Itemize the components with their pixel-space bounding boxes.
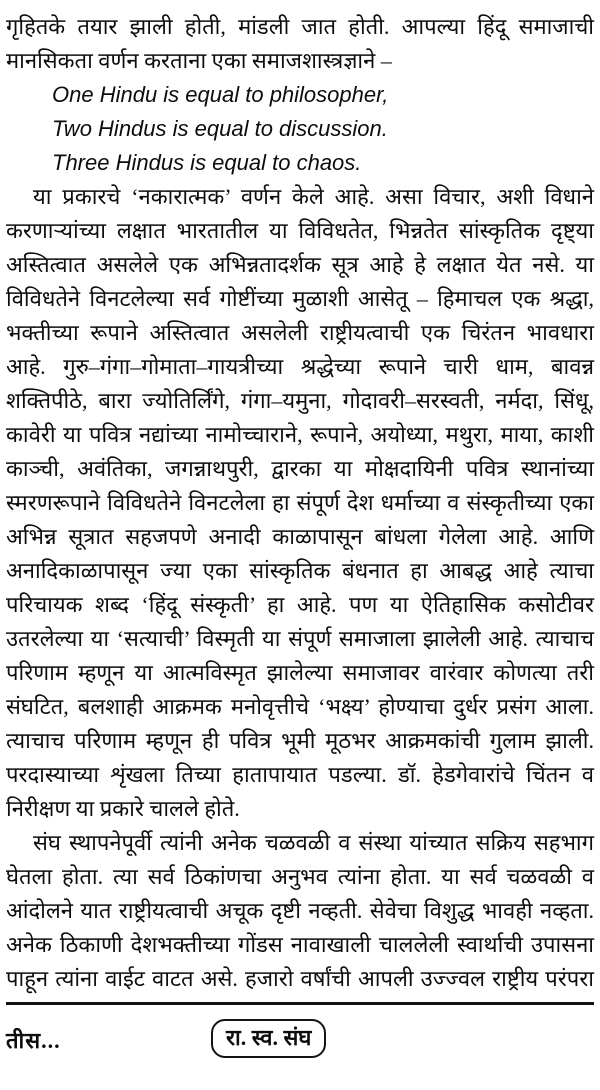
text-line: करणाऱ्यांच्या लक्षात भारतातील या विविधतेत, भिन्नतेत सांस्कृतिक दृष्ट्या — [6, 218, 594, 243]
text-line: अनादिकाळापासून ज्या एका सांस्कृतिक बंधनात हा आबद्ध आहे त्याचा — [6, 558, 594, 583]
text-line: काञ्ची, अवंतिका, जगन्नाथपुरी, द्वारका या मोक्षदायिनी पवित्र स्थानांच्या — [6, 456, 594, 481]
text-line: उतरलेल्या या ‘सत्याची’ विस्मृती या संपूर्ण समाजाला झालेली आहे. त्याचाच — [6, 626, 594, 651]
page-footer — [6, 1019, 594, 1059]
text-line: विविधतेने विनटलेल्या सर्व गोष्टींच्या मुळाशी आसेतू – हिमाचल एक श्रद्धा, — [6, 286, 594, 311]
footer-divider — [6, 1002, 594, 1005]
text-line: निरीक्षण या प्रकारे चालले होते. — [6, 796, 240, 821]
text-line: Three Hindus is equal to chaos. — [52, 150, 362, 175]
book-title-stamp: रा. स्व. संघ — [211, 1019, 326, 1058]
body-text — [6, 10, 594, 996]
text-line: परदास्याच्या शृंखला तिच्या हातापायात पडल्या. डॉ. हेडगेवारांचे चिंतन व — [6, 762, 594, 787]
text-line: संघ स्थापनेपूर्वी त्यांनी अनेक चळवळी व संस्था यांच्यात सक्रिय सहभाग — [33, 830, 594, 855]
text-line: मानसिकता वर्णन करताना एका समाजशास्त्रज्ञाने – — [6, 48, 392, 73]
text-line: संघटित, बलशाही आक्रमक मनोवृत्तीचे ‘भक्ष्य’ होण्याचा दुर्धर प्रसंग आला. — [6, 694, 594, 719]
text-line: Two Hindus is equal to discussion. — [52, 116, 388, 141]
text-line: परिचायक शब्द ‘हिंदू संस्कृती’ हा आहे. पण या ऐतिहासिक कसोटीवर — [6, 592, 594, 617]
page-number: तीस... — [6, 1028, 61, 1053]
text-line: अभिन्न सूत्रात सहजपणे अनादी काळापासून बांधला गेलेला आहे. आणि — [6, 524, 594, 549]
text-line: शक्तिपीठे, बारा ज्योतिर्लिंगे, गंगा–यमुना, गोदावरी–सरस्वती, नर्मदा, सिंधू, — [6, 388, 594, 413]
text-line: या प्रकारचे ‘नकारात्मक’ वर्णन केले आहे. असा विचार, अशी विधाने — [33, 184, 594, 209]
text-line: अनेक ठिकाणी देशभक्तीच्या गोंडस नावाखाली चाललेली स्वार्थाची उपासना — [6, 932, 594, 957]
text-line: घेतला होता. त्या सर्व ठिकांणचा अनुभव त्यांना होता. या सर्व चळवळी व — [6, 864, 594, 889]
text-line: परिणाम म्हणून या आत्मविस्मृत झालेल्या समाजावर वारंवार कोणत्या तरी — [6, 660, 594, 685]
text-line: One Hindu is equal to philosopher, — [52, 82, 389, 107]
text-line: स्मरणरूपाने विविधतेने विनटलेला हा संपूर्ण देश धर्माच्या व संस्कृतीच्या एका — [6, 490, 594, 515]
text-line: भक्तीच्या रूपाने अस्तित्वात असलेली राष्ट्रीयत्वाची एक चिरंतन भावधारा — [6, 320, 594, 345]
text-line: अस्तित्वात असलेले एक अभिन्नतादर्शक सूत्र आहे हे लक्षात येत नसे. या — [6, 252, 594, 277]
text-line: पाहून त्यांना वाईट वाटत असे. हजारो वर्षांची आपली उज्ज्वल राष्ट्रीय परंपरा — [6, 966, 594, 991]
text-line: गृहितके तयार झाली होती, मांडली जात होती. आपल्या हिंदू समाजाची — [6, 14, 594, 39]
text-line: कावेरी या पवित्र नद्यांच्या नामोच्चाराने, रूपाने, अयोध्या, मथुरा, माया, काशी — [6, 422, 594, 447]
text-line: आंदोलने यात राष्ट्रीयत्वाची अचूक दृष्टी नव्हती. सेवेचा विशुद्ध भावही नव्हता. — [6, 898, 594, 923]
text-line: त्याचाच परिणाम म्हणून ही पवित्र भूमी मूठभर आक्रमकांची गुलाम झाली. — [6, 728, 594, 753]
text-line: आहे. गुरु–गंगा–गोमाता–गायत्रीच्या श्रद्धेच्या रूपाने चारी धाम, बावन्न — [6, 354, 594, 379]
